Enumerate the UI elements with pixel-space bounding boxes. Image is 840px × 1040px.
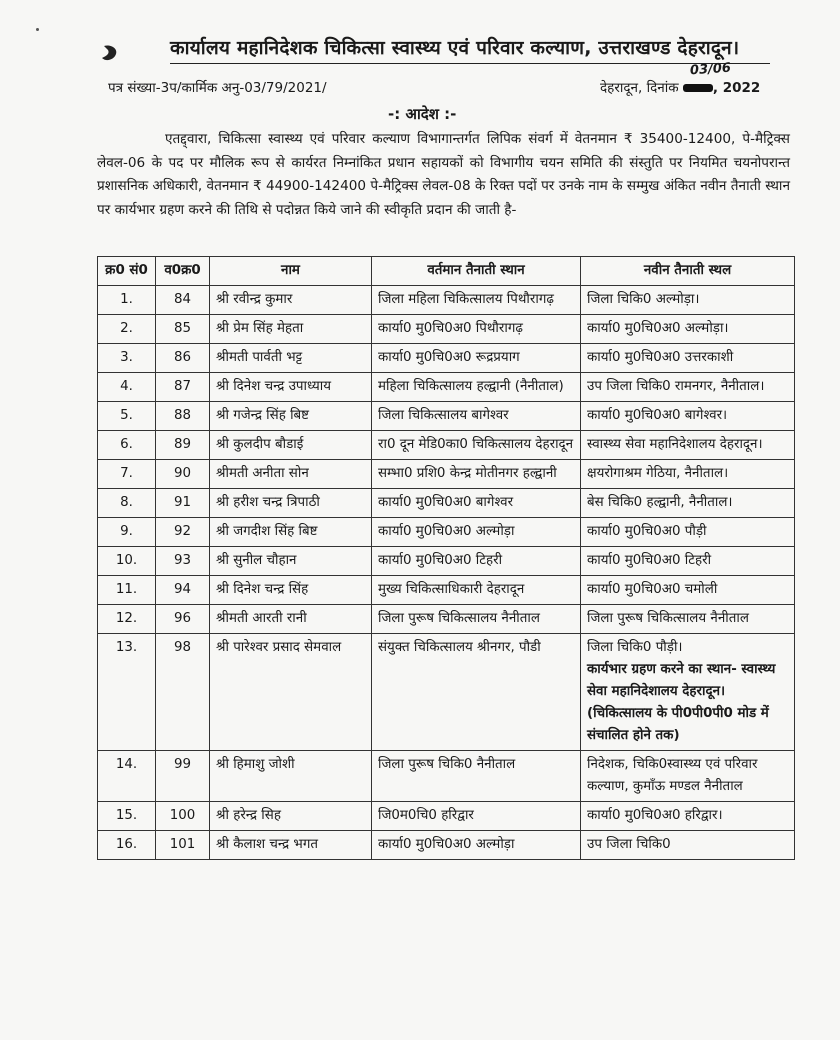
cell-new-posting-text: कार्या0 मु0चि0अ0 बागेश्वर। [587, 408, 728, 423]
header-name: नाम [210, 257, 372, 286]
date-line [600, 78, 760, 96]
cell-current-posting [372, 634, 581, 751]
cell-current-posting [372, 547, 581, 576]
cell-new-posting-text: जिला चिकि0 अल्मोड़ा। [587, 292, 700, 307]
cell-current-posting [372, 431, 581, 460]
cell-name [210, 315, 372, 344]
cell-serial [98, 286, 156, 315]
cell-serial-text: 6. [120, 437, 133, 452]
cell-current-posting [372, 315, 581, 344]
cell-current-posting-text: मुख्य चिकित्साधिकारी देहरादून [378, 582, 525, 597]
cell-new-posting [581, 286, 795, 315]
cell-current-posting-text: संयुक्त चिकित्सालय श्रीनगर, पौडी [378, 640, 541, 655]
promotion-table [97, 256, 795, 860]
cell-current-posting-text: कार्या0 मु0चि0अ0 बागेश्वर [378, 495, 514, 510]
table-row [98, 373, 795, 402]
cell-rank [156, 751, 210, 802]
cell-new-posting-text: जिला चिकि0 पौड़ी। [587, 640, 683, 655]
header-current-posting: वर्तमान तैनाती स्थान [372, 257, 581, 286]
cell-serial-text: 8. [120, 495, 133, 510]
cell-name [210, 344, 372, 373]
table-row [98, 489, 795, 518]
order-heading: -: आदेश :- [388, 105, 457, 123]
cell-new-posting [581, 751, 795, 802]
cell-new-posting [581, 315, 795, 344]
handwritten-date: 03/06 [689, 60, 732, 79]
cell-new-posting-text: स्वास्थ्य सेवा महानिदेशालय देहरादून। [587, 437, 763, 452]
cell-new-posting-text: जिला पुरूष चिकित्सालय नैनीताल [587, 611, 749, 626]
cell-rank [156, 286, 210, 315]
cell-name [210, 547, 372, 576]
table-row [98, 576, 795, 605]
cell-serial-text: 15. [115, 808, 138, 823]
cell-serial-text: 13. [115, 640, 138, 655]
cell-rank-text: 86 [173, 350, 192, 365]
cell-rank [156, 460, 210, 489]
cell-rank-text: 96 [173, 611, 192, 626]
cell-new-posting-text: उप जिला चिकि0 [587, 837, 671, 852]
cell-rank [156, 402, 210, 431]
cell-current-posting-text: रा0 दून मेडि0का0 चिकित्सालय देहरादून [378, 437, 574, 452]
cell-new-posting [581, 402, 795, 431]
table-row [98, 634, 795, 751]
table-row [98, 286, 795, 315]
table-row [98, 344, 795, 373]
cell-new-posting [581, 489, 795, 518]
cell-new-posting-text: कार्या0 मु0चि0अ0 पौड़ी [587, 524, 707, 539]
cell-new-posting [581, 518, 795, 547]
cell-name [210, 402, 372, 431]
cell-current-posting [372, 489, 581, 518]
cell-rank [156, 547, 210, 576]
cell-rank-text: 91 [173, 495, 192, 510]
cell-current-posting-text: जि0म0चि0 हरिद्वार [378, 808, 474, 823]
cell-serial-text: 5. [120, 408, 133, 423]
cell-new-posting [581, 344, 795, 373]
cell-name-text: श्री हरीश चन्द्र त्रिपाठी [216, 495, 320, 510]
table-row [98, 751, 795, 802]
cell-rank [156, 431, 210, 460]
cell-current-posting-text: सम्भा0 प्रशि0 केन्द्र मोतीनगर हल्द्वानी [378, 466, 557, 481]
cell-rank-text: 92 [173, 524, 192, 539]
cell-rank-text: 100 [169, 808, 196, 823]
table-row [98, 605, 795, 634]
cell-serial [98, 605, 156, 634]
cell-rank-text: 90 [173, 466, 192, 481]
cell-rank-text: 93 [173, 553, 192, 568]
cell-new-posting [581, 605, 795, 634]
cell-new-posting [581, 373, 795, 402]
office-title: कार्यालय महानिदेशक चिकित्सा स्वास्थ्य एवं परिवार कल्याण, उत्तराखण्ड देहरादून। [170, 34, 770, 64]
cell-name [210, 431, 372, 460]
cell-serial [98, 489, 156, 518]
cell-serial [98, 802, 156, 831]
cell-name-text: श्री सुनील चौहान [216, 553, 297, 568]
cell-rank-text: 99 [173, 757, 192, 772]
cell-name [210, 518, 372, 547]
cell-name [210, 802, 372, 831]
cell-new-posting-text: निदेशक, चिकि0स्वास्थ्य एवं परिवार कल्याण, कुमाँऊ मण्डल नैनीताल [587, 757, 758, 794]
cell-rank [156, 634, 210, 751]
table-row [98, 831, 795, 860]
header-serial: क्र0 सं0 [98, 257, 156, 286]
table-row [98, 802, 795, 831]
cell-current-posting-text: जिला चिकित्सालय बागेश्वर [378, 408, 509, 423]
date-year: , 2022 [712, 80, 761, 96]
cell-name [210, 605, 372, 634]
cell-new-posting [581, 431, 795, 460]
cell-serial [98, 576, 156, 605]
cell-serial-text: 10. [115, 553, 138, 568]
cell-serial [98, 634, 156, 751]
table-row [98, 460, 795, 489]
cell-current-posting-text: कार्या0 मु0चि0अ0 अल्मोड़ा [378, 524, 515, 539]
cell-current-posting [372, 373, 581, 402]
cell-serial-text: 3. [120, 350, 133, 365]
cell-current-posting [372, 518, 581, 547]
cell-new-posting-text: कार्या0 मु0चि0अ0 टिहरी [587, 553, 712, 568]
cell-name-text: श्री जगदीश सिंह बिष्ट [216, 524, 318, 539]
cell-serial [98, 431, 156, 460]
cell-new-posting-note: कार्यभार ग्रहण करने का स्थान- स्वास्थ्य सेवा महानिदेशालय देहरादून। (चिकित्सालय के पी0पी0पी0 मोड में संचालित होने तक) [587, 662, 776, 743]
cell-new-posting [581, 547, 795, 576]
cell-current-posting [372, 576, 581, 605]
cell-serial-text: 1. [120, 292, 133, 307]
cell-rank [156, 576, 210, 605]
table-row [98, 431, 795, 460]
cell-serial [98, 751, 156, 802]
cell-new-posting-text: क्षयरोगाश्रम गेठिया, नैनीताल। [587, 466, 729, 481]
date-strike [683, 84, 713, 92]
cell-current-posting-text: जिला पुरूष चिकित्सालय नैनीताल [378, 611, 540, 626]
cell-name [210, 751, 372, 802]
cell-name-text: श्री प्रेम सिंह मेहता [216, 321, 304, 336]
cell-rank-text: 89 [173, 437, 192, 452]
cell-serial [98, 831, 156, 860]
letter-number: पत्र संख्या-3प/कार्मिक अनु-03/79/2021/ [108, 80, 327, 96]
cell-new-posting-text: उप जिला चिकि0 रामनगर, नैनीताल। [587, 379, 765, 394]
table-row [98, 315, 795, 344]
table-row [98, 402, 795, 431]
cell-name [210, 831, 372, 860]
cell-serial [98, 315, 156, 344]
emblem-icon [98, 44, 124, 64]
cell-name [210, 576, 372, 605]
scan-speck [36, 28, 39, 31]
table-row [98, 547, 795, 576]
cell-current-posting-text: कार्या0 मु0चि0अ0 अल्मोड़ा [378, 837, 515, 852]
cell-name-text: श्रीमती आरती रानी [216, 611, 307, 626]
table-row [98, 518, 795, 547]
cell-current-posting [372, 286, 581, 315]
cell-new-posting [581, 460, 795, 489]
cell-serial [98, 373, 156, 402]
cell-rank [156, 518, 210, 547]
cell-current-posting [372, 831, 581, 860]
cell-serial-text: 12. [115, 611, 138, 626]
cell-name [210, 373, 372, 402]
cell-name-text: श्री दिनेश चन्द्र सिंह [216, 582, 309, 597]
header-new-posting: नवीन तैनाती स्थल [581, 257, 795, 286]
cell-serial-text: 14. [115, 757, 138, 772]
cell-new-posting-text: कार्या0 मु0चि0अ0 अल्मोड़ा। [587, 321, 729, 336]
cell-current-posting [372, 460, 581, 489]
cell-rank-text: 101 [169, 837, 196, 852]
cell-name-text: श्री गजेन्द्र सिंह बिष्ट [216, 408, 310, 423]
header-rank: व0क्र0 [156, 257, 210, 286]
cell-current-posting [372, 344, 581, 373]
cell-new-posting-text: कार्या0 मु0चि0अ0 चमोली [587, 582, 718, 597]
cell-current-posting-text: कार्या0 मु0चि0अ0 टिहरी [378, 553, 503, 568]
cell-name-text: श्रीमती अनीता सोन [216, 466, 309, 481]
order-body: एतद्द्वारा, चिकित्सा स्वास्थ्य एवं परिवार कल्याण विभागान्तर्गत लिपिक संवर्ग में वेतनमान ₹ 35400-12400, पे-मैट्रिक्स लेवल-06 के पद पर मौलिक रूप से कार्यरत निम्नांकित प्रधान सहायकों को विभागीय चयन समिति की संस्तुति पर नियमित चयनोपरान्त प्रशासनिक अधिकारी, वेतनमान ₹ 44900-142400 पे-मैट्रिक्स लेवल-08 के रिक्त पदों पर उनके नाम के सम्मुख अंकित नवीन तैनाती स्थान पर कार्यभार ग्रहण करने की तिथि से पदोन्नत किये जाने की स्वीकृति प्रदान की जाती है- [97, 131, 790, 218]
cell-rank [156, 344, 210, 373]
cell-rank-text: 85 [173, 321, 192, 336]
cell-serial [98, 518, 156, 547]
cell-serial-text: 4. [120, 379, 133, 394]
cell-current-posting [372, 751, 581, 802]
cell-serial-text: 7. [120, 466, 133, 481]
cell-rank [156, 802, 210, 831]
cell-rank [156, 831, 210, 860]
cell-current-posting-text: जिला पुरूष चिकि0 नैनीताल [378, 757, 516, 772]
cell-name-text: श्री पारेश्वर प्रसाद सेमवाल [216, 640, 342, 655]
cell-name-text: श्री हरेन्द्र सिह [216, 808, 281, 823]
cell-serial-text: 9. [120, 524, 133, 539]
cell-name-text: श्री रवीन्द्र कुमार [216, 292, 293, 307]
cell-new-posting [581, 634, 795, 751]
cell-rank-text: 94 [173, 582, 192, 597]
cell-name [210, 460, 372, 489]
date-prefix: देहरादून, दिनांक [600, 80, 679, 96]
cell-name-text: श्री दिनेश चन्द्र उपाध्याय [216, 379, 332, 394]
cell-rank [156, 489, 210, 518]
cell-rank-text: 84 [173, 292, 192, 307]
cell-rank [156, 315, 210, 344]
cell-name-text: श्री कैलाश चन्द्र भगत [216, 837, 318, 852]
cell-new-posting [581, 802, 795, 831]
cell-serial [98, 460, 156, 489]
cell-name [210, 489, 372, 518]
cell-new-posting [581, 576, 795, 605]
cell-rank [156, 373, 210, 402]
cell-current-posting-text: कार्या0 मु0चि0अ0 रूद्रप्रयाग [378, 350, 520, 365]
cell-rank-text: 88 [173, 408, 192, 423]
cell-serial-text: 2. [120, 321, 133, 336]
cell-serial [98, 344, 156, 373]
cell-rank-text: 87 [173, 379, 192, 394]
cell-serial [98, 402, 156, 431]
cell-current-posting [372, 605, 581, 634]
cell-current-posting-text: महिला चिकित्सालय हल्द्वानी (नैनीताल) [378, 379, 564, 394]
cell-current-posting-text: कार्या0 मु0चि0अ0 पिथौरागढ़ [378, 321, 523, 336]
cell-serial [98, 547, 156, 576]
cell-new-posting [581, 831, 795, 860]
cell-name [210, 286, 372, 315]
cell-rank-text: 98 [173, 640, 192, 655]
cell-new-posting-text: कार्या0 मु0चि0अ0 हरिद्वार। [587, 808, 723, 823]
table-header-row [98, 257, 795, 286]
cell-new-posting-text: बेस चिकि0 हल्द्वानी, नैनीताल। [587, 495, 733, 510]
cell-name [210, 634, 372, 751]
cell-current-posting [372, 402, 581, 431]
cell-name-text: श्री कुलदीप बौडाई [216, 437, 304, 452]
cell-rank [156, 605, 210, 634]
cell-serial-text: 11. [115, 582, 138, 597]
cell-new-posting-text: कार्या0 मु0चि0अ0 उत्तरकाशी [587, 350, 734, 365]
cell-name-text: श्री हिमाशु जोशी [216, 757, 295, 772]
cell-current-posting [372, 802, 581, 831]
cell-name-text: श्रीमती पार्वती भट्ट [216, 350, 303, 365]
cell-current-posting-text: जिला महिला चिकित्सालय पिथौरागढ़ [378, 292, 554, 307]
cell-serial-text: 16. [115, 837, 138, 852]
